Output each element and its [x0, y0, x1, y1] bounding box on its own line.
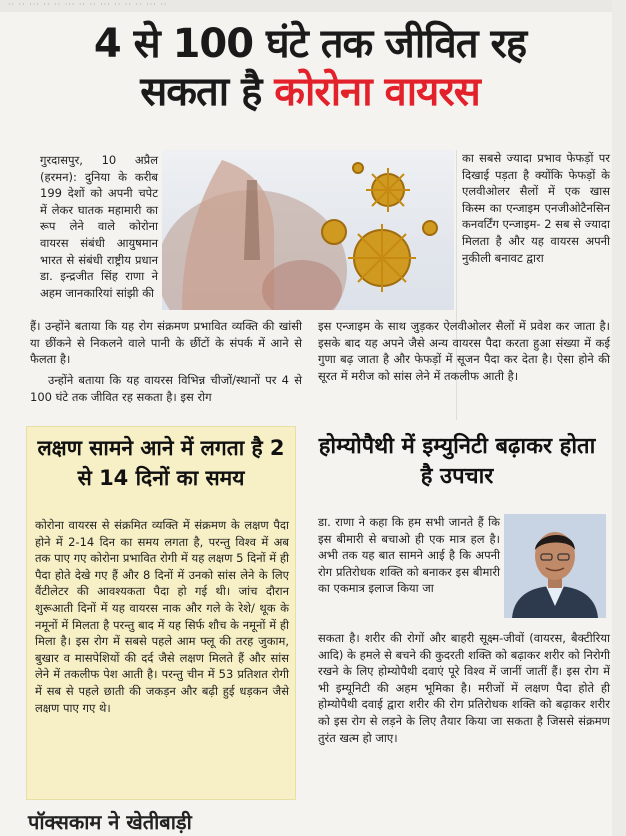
page-edge	[612, 0, 626, 836]
headline-line2-black: सकता है	[140, 69, 275, 115]
top-cut-strip: ·· ·· ··· ·· ·· ··· ·· ·· ··· ·· ·· ·· ··· ··	[0, 0, 626, 12]
doctor-photo	[504, 514, 606, 618]
coronavirus-illustration	[162, 150, 454, 310]
article-right-top: का सबसे ज्यादा प्रभाव फेफड़ों पर दिखाई पड़ता है क्योंकि फेफड़ों के एलवीओलर सैलों में एक खास किस्म का एन्जाइम एनजीओटैनसिन कनवर्टिंग एन्जाइम- 2 सब से ज्यादा मिलता है और यह वायरस अपनी नुकीली बनावट द्वारा	[462, 151, 610, 265]
headline-line2	[10, 68, 610, 116]
headline-line1: 4 से 100 घंटे तक जीवित रह	[93, 21, 527, 67]
homeopathy-heading: होम्योपैथी में इम्युनिटी बढ़ाकर होता है उपचार	[318, 434, 596, 489]
symptoms-box	[26, 426, 296, 800]
homeopathy-intro: डा. राणा ने कहा कि हम सभी जानते हैं कि इस बीमारी से बचाओ ही एक मात्र हल है। अभी तक यह बात सामने आई है कि अपनी रोग प्रतिरोधक शक्ति को बनाकर इस बीमारी का एकमात्र इलाज किया जा	[318, 515, 500, 596]
next-article-headline: पॉक्सकाम ने खेतीबाड़ी	[28, 810, 192, 834]
symptoms-heading: लक्षण सामने आने में लगता है 2 से 14 दिनों का समय	[37, 436, 285, 490]
symptoms-body: कोरोना वायरस से संक्रमित व्यक्ति में संक्रमण के लक्षण पैदा होने में 2-14 दिन का समय लगता है, परन्तु विश्व में अब तक पाए गए कोरोना प्रभावित रोगी में यह लक्षण 5 दिनों में ही पैदा होते देखे गए हैं और 8 दिनों में उनको सांस लेने के लिए वैंटीलेटर की आवश्यकता पैदा हो गई थी। जांच दौरान शुरूआती दिनों में यह वायरस नाक और गले के रेशे/ थूक के नमूनों में मिलता है परन्तु बाद में यह सिर्फ शौच के नमूनों में ही मिला है। इस रोग में सबसे पहले आम फ्लू की तरह जुकाम, बुखार व मासपेशियों की दर्द जैसे लक्षण मिलते हैं और सांस लेने में तकलीफ पेश आती है। परन्तु चीन में 53 प्रतिशत रोगी में सब से पहले छाती की जकड़न और बढ़ी हुई धड़कन जैसे लक्षण पाए गए थे।	[35, 518, 289, 715]
homeopathy-body: सकता है। शरीर की रोगों और बाहरी सूक्ष्म-जीवों (वायरस, बैक्टीरिया आदि) के हमले से बचने की कुदरती शक्ति को बढ़ाकर शरीर को निरोगी रखने के लिए होम्योपैथी दवाएं पूरे विश्व में जानीं जातीं हैं। इस रोग में भी इम्यूनिटी की अहम भूमिका है। मरीजों में लक्षण पैदा होते ही होम्योपैथी दवाई द्वारा शरीर की रोग प्रतिरोधक शक्ति को बढ़ाकर शरीर को इस रोग से लड़ने के लिए तैयार किया जा सकता है जिससे संक्रमण तुरंत खत्म हो जाए।	[318, 631, 610, 745]
article-para1-left: दुनिया के करीब 199 देशों को अपनी चपेट में लेकर घातक महामारी का रूप लेने वाले कोरोना वायरस संबंधी आयुषमान भारत से संबंधी राष्ट्रीय प्रधान डा. इन्द्रजीत सिंह राणा ने अहम जानकारियां सांझी की	[40, 169, 158, 300]
article-right-bottom: इस एन्जाइम के साथ जुड़कर ऐलवीओलर सैलों में प्रवेश कर जाता है। इसके बाद यह अपने जैसे अन्य वायरस पैदा करता हुआ संख्या में कई गुणा बढ़ जाता है और फेफड़ों में सूजन पैदा कर देता है। ऐसा होने की सूरत में मरीज को सांस लेने में तकलीफ आती है।	[318, 319, 610, 383]
article-para2: उन्होंने बताया कि यह वायरस विभिन्न चीजों/स्थानों पर 4 से 100 घंटे तक जीवित रह सकता है। इस रोग	[30, 373, 302, 404]
article-intro-left	[40, 152, 158, 301]
bottom-cut-strip	[0, 800, 626, 836]
headline-highlight: कोरोना वायरस	[274, 69, 480, 115]
article-para1-rest: हैं। उन्होंने बताया कि यह रोग संक्रमण प्रभावित व्यक्ति की खांसी या छींकने से निकलने वाले पानी के छींटों के संपर्क में आने से फैलता है।	[30, 319, 302, 367]
dateline: गुरदासपुर, 10 अप्रैल (हरमन):	[40, 153, 158, 184]
headline	[10, 20, 610, 116]
